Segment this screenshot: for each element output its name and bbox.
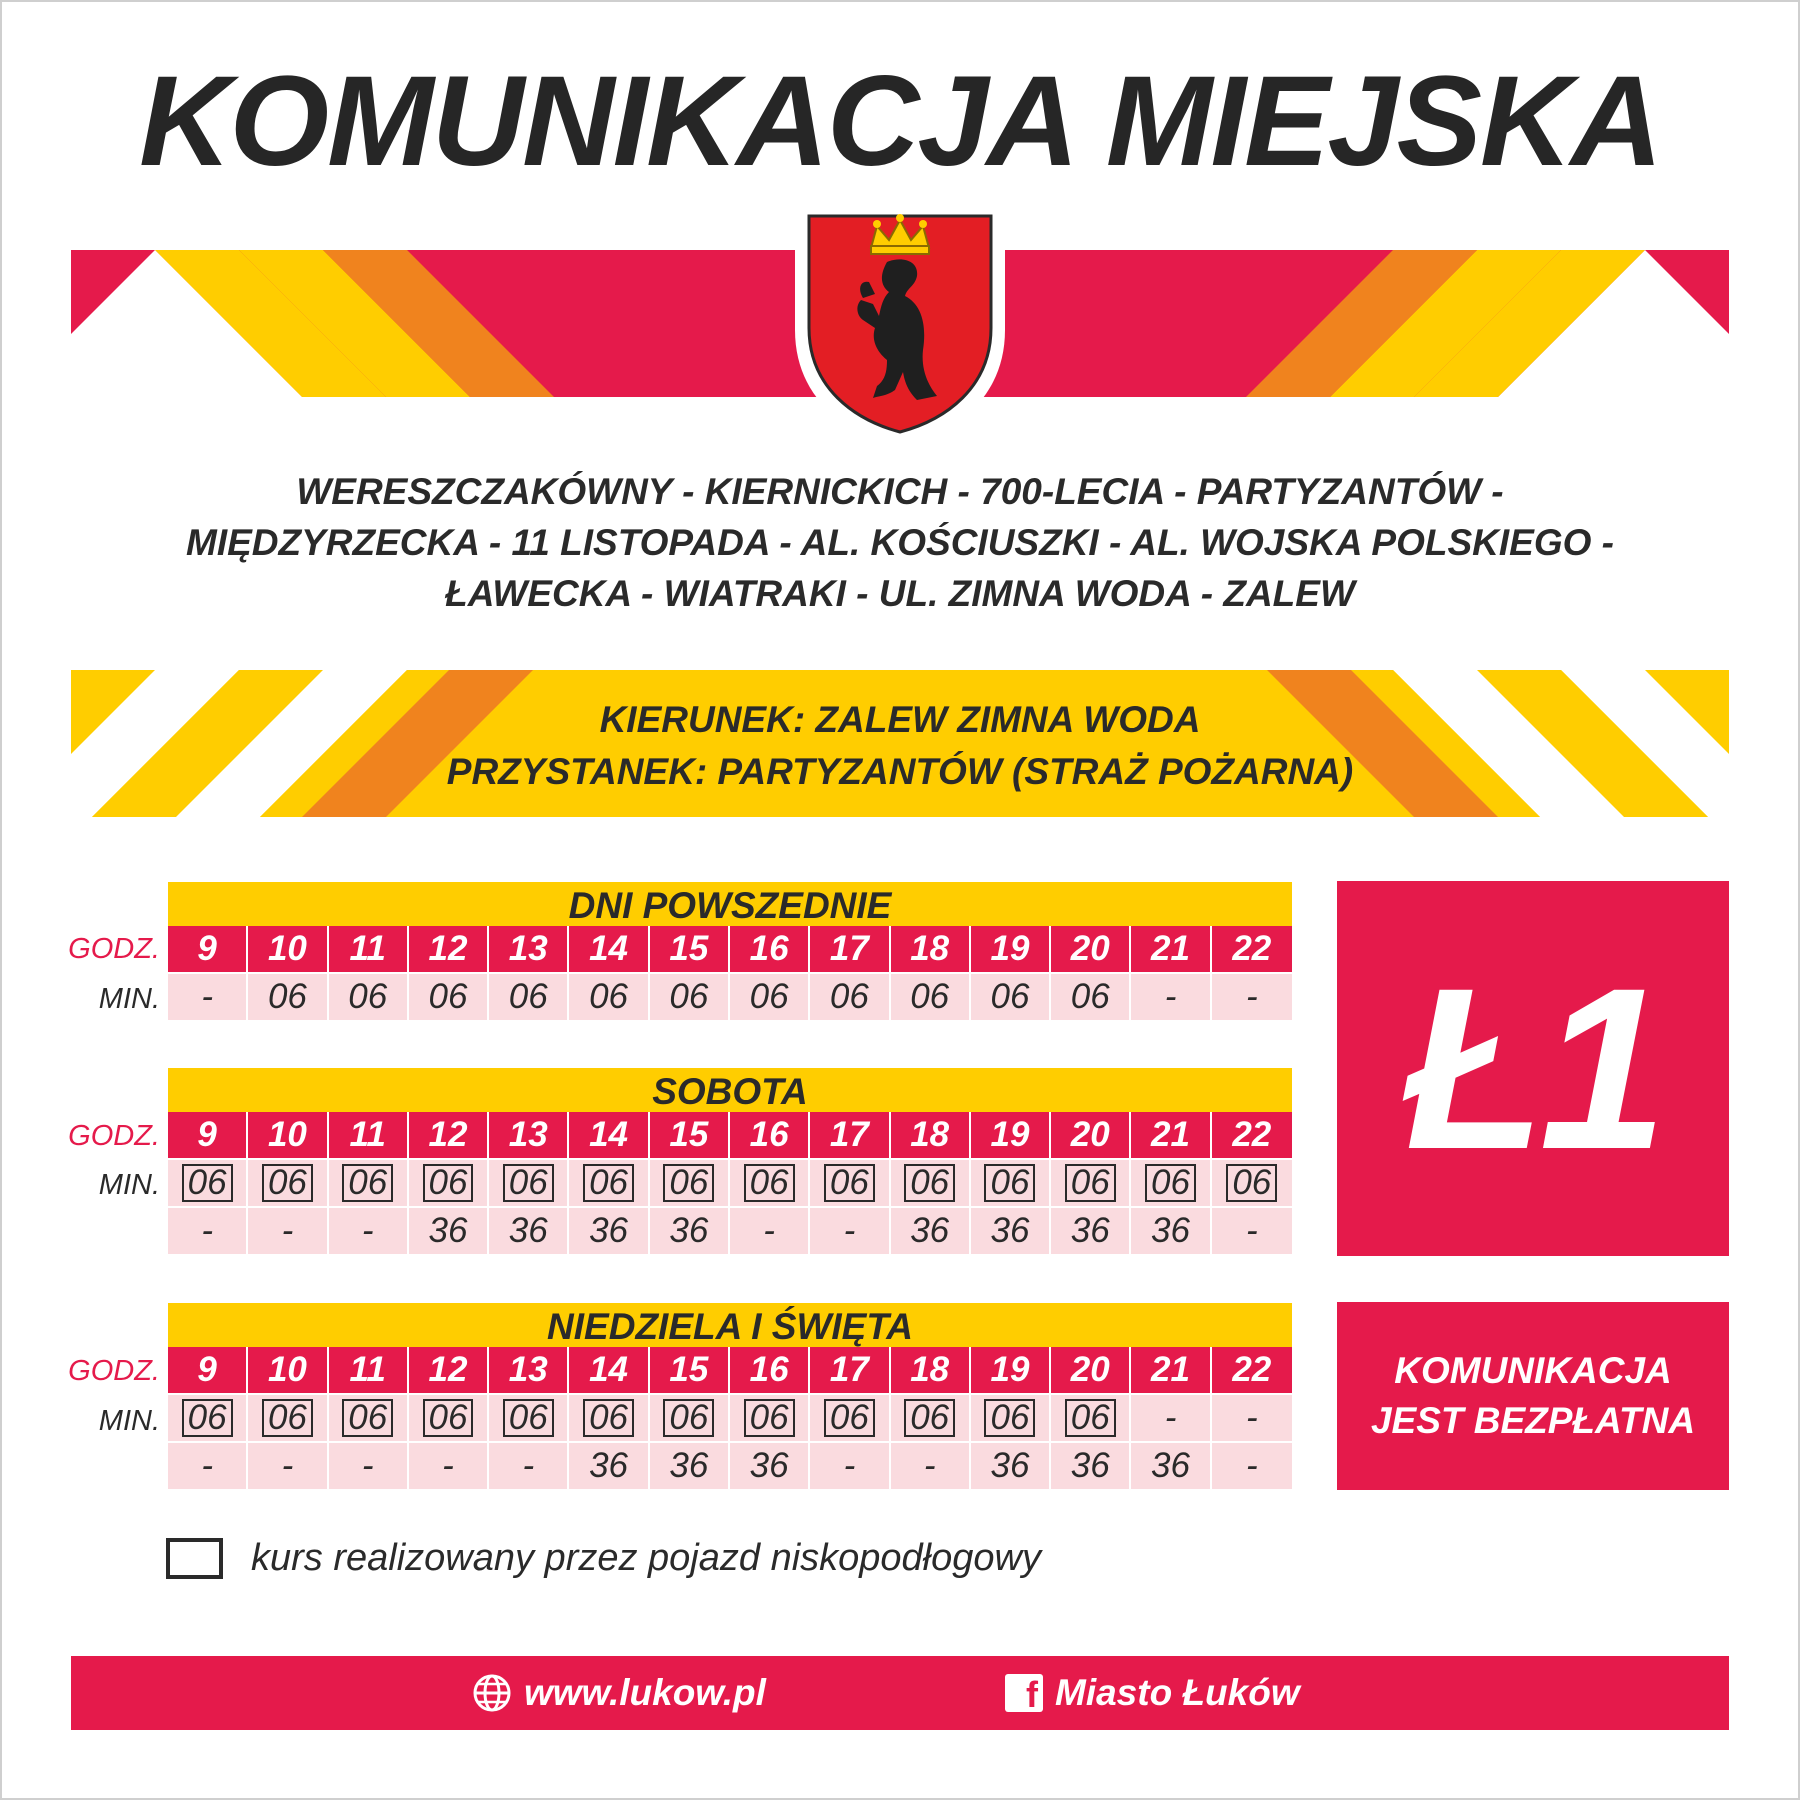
minute-cell (730, 974, 810, 1020)
departure-minute: - (1164, 977, 1177, 1016)
hour-cell: 9 (168, 1112, 248, 1158)
departure-minute: - (201, 1446, 213, 1485)
minute-cell (891, 1160, 971, 1206)
facebook-text: Miasto Łuków (1055, 1672, 1300, 1713)
minutes-row (168, 974, 1292, 1020)
hour-cell: 9 (168, 1347, 248, 1393)
minutes-rows (168, 974, 1292, 1020)
departure-minute: 36 (1070, 1446, 1110, 1485)
departure-minute: 06 (589, 977, 629, 1016)
minute-cell (248, 1160, 328, 1206)
minute-cell (1051, 974, 1131, 1020)
hour-cell: 16 (730, 1112, 810, 1158)
departure-minute: 06 (428, 977, 468, 1016)
timetable-sunday-holidays (168, 1303, 1292, 1489)
departure-minute: 36 (990, 1211, 1030, 1250)
low-floor-departure: 06 (182, 1164, 233, 1202)
hour-cell: 14 (569, 926, 649, 972)
departure-minute: - (442, 1446, 454, 1485)
timetable-weekdays (168, 882, 1292, 1020)
minute-cell (810, 1443, 890, 1489)
hour-cell: 21 (1131, 1112, 1211, 1158)
hour-cell: 22 (1212, 1347, 1292, 1393)
minute-label: MIN. (98, 1405, 160, 1437)
low-floor-departure: 06 (984, 1399, 1035, 1437)
website-link[interactable] (472, 1656, 766, 1730)
minute-cell (329, 1208, 409, 1254)
departure-minute: 36 (990, 1446, 1030, 1485)
departure-minute: 36 (669, 1446, 709, 1485)
timetable-saturday (168, 1068, 1292, 1254)
low-floor-departure: 06 (583, 1164, 634, 1202)
minute-cell (1051, 1443, 1131, 1489)
minute-cell (1212, 1160, 1292, 1206)
low-floor-departure: 06 (663, 1164, 714, 1202)
minute-cell (329, 1443, 409, 1489)
minute-cell (168, 1443, 248, 1489)
minute-cell (569, 1443, 649, 1489)
hour-label: GODZ. (68, 1120, 160, 1152)
departure-minute: - (1245, 1398, 1258, 1437)
minute-label: MIN. (98, 1169, 160, 1201)
minute-cell (810, 1160, 890, 1206)
hour-cell: 17 (810, 926, 890, 972)
hour-cell: 13 (489, 1347, 569, 1393)
departure-minute: 06 (348, 977, 388, 1016)
timetable-title: DNI POWSZEDNIE (168, 882, 1292, 926)
hour-cell: 19 (971, 926, 1051, 972)
minute-cell (971, 974, 1051, 1020)
hour-cell: 13 (489, 926, 569, 972)
hour-cell: 10 (248, 1112, 328, 1158)
minute-cell (730, 1395, 810, 1441)
minute-cell (569, 974, 649, 1020)
low-floor-departure: 06 (262, 1399, 313, 1437)
hour-cell: 14 (569, 1112, 649, 1158)
route-line: WERESZCZAKÓWNY - KIERNICKICH - 700-LECIA - PARTYZANTÓW - (296, 471, 1504, 512)
minute-cell (329, 974, 409, 1020)
departure-minute: 06 (1070, 977, 1110, 1016)
minute-cell (730, 1160, 810, 1206)
minute-cell (730, 1208, 810, 1254)
departure-minute: - (763, 1211, 775, 1250)
minute-cell (1131, 1443, 1211, 1489)
departure-minute: - (281, 1211, 294, 1250)
stop-label: PRZYSTANEK: PARTYZANTÓW (STRAŻ POŻARNA) (446, 751, 1354, 792)
minute-cell (168, 1160, 248, 1206)
minute-cell (891, 974, 971, 1020)
line-number-badge (1337, 881, 1729, 1256)
route-line: MIĘDZYRZECKA - 11 LISTOPADA - AL. KOŚCIUSZKI - AL. WOJSKA POLSKIEGO - (186, 522, 1614, 563)
hour-cell: 16 (730, 1347, 810, 1393)
minutes-row (168, 1395, 1292, 1441)
low-floor-departure: 06 (342, 1164, 393, 1202)
low-floor-marker-icon (166, 1538, 223, 1579)
low-floor-departure: 06 (262, 1164, 313, 1202)
hour-cell: 14 (569, 1347, 649, 1393)
hour-cell: 20 (1051, 1347, 1131, 1393)
minute-cell (1051, 1160, 1131, 1206)
minute-cell (489, 1160, 569, 1206)
departure-minute: 06 (669, 977, 709, 1016)
free-notice-line: JEST BEZPŁATNA (1370, 1400, 1696, 1441)
low-floor-departure: 06 (1226, 1164, 1277, 1202)
minute-cell (650, 974, 730, 1020)
minute-cell (329, 1395, 409, 1441)
departure-minute: - (522, 1446, 535, 1485)
minute-cell (1212, 1443, 1292, 1489)
low-floor-departure: 06 (904, 1399, 955, 1437)
departure-minute: 36 (1151, 1446, 1190, 1485)
low-floor-departure: 06 (904, 1164, 955, 1202)
minutes-rows (168, 1395, 1292, 1489)
low-floor-departure: 06 (1065, 1164, 1116, 1202)
departure-minute: - (201, 1211, 213, 1250)
minute-cell (569, 1395, 649, 1441)
minute-cell (810, 1208, 890, 1254)
timetable-title: SOBOTA (168, 1068, 1292, 1112)
minute-cell (1131, 1160, 1211, 1206)
departure-minute: - (843, 1211, 856, 1250)
hour-cell: 12 (409, 1347, 489, 1393)
hour-cell: 15 (650, 1347, 730, 1393)
low-floor-departure: 06 (824, 1164, 875, 1202)
hours-row (168, 1112, 1292, 1158)
minute-cell (409, 1443, 489, 1489)
low-floor-departure: 06 (503, 1164, 554, 1202)
minute-cell (971, 1208, 1051, 1254)
hour-cell: 17 (810, 1347, 890, 1393)
page-title: KOMUNIKACJA MIEJSKA (139, 50, 1661, 193)
hour-cell: 17 (810, 1112, 890, 1158)
minute-cell (489, 1443, 569, 1489)
minute-label: MIN. (98, 983, 160, 1015)
hours-row (168, 1347, 1292, 1393)
direction-info (0, 694, 1800, 798)
minute-cell (409, 1208, 489, 1254)
low-floor-departure: 06 (342, 1399, 393, 1437)
departure-minute: - (201, 977, 213, 1016)
departure-minute: 06 (267, 977, 307, 1016)
website-text: www.lukow.pl (524, 1672, 766, 1713)
low-floor-departure: 06 (423, 1164, 474, 1202)
minute-cell (168, 1208, 248, 1254)
hour-cell: 9 (168, 926, 248, 972)
minute-cell (489, 1395, 569, 1441)
minute-cell (1131, 974, 1211, 1020)
minute-cell (1131, 1208, 1211, 1254)
minutes-row (168, 1208, 1292, 1254)
minute-cell (650, 1395, 730, 1441)
globe-icon (472, 1673, 512, 1713)
departure-minute: - (1245, 1446, 1258, 1485)
departure-minute: - (361, 1211, 374, 1250)
low-floor-departure: 06 (744, 1164, 795, 1202)
minute-cell (168, 1395, 248, 1441)
departure-minute: - (361, 1446, 374, 1485)
minute-cell (891, 1395, 971, 1441)
low-floor-departure: 06 (663, 1399, 714, 1437)
hour-cell: 12 (409, 1112, 489, 1158)
hour-cell: 21 (1131, 926, 1211, 972)
hour-cell: 15 (650, 1112, 730, 1158)
minute-cell (1131, 1395, 1211, 1441)
minutes-rows (168, 1160, 1292, 1254)
minute-cell (891, 1443, 971, 1489)
hour-cell: 18 (891, 1112, 971, 1158)
hour-cell: 18 (891, 926, 971, 972)
hour-label: GODZ. (68, 933, 160, 965)
departure-minute: 36 (589, 1446, 629, 1485)
hour-cell: 19 (971, 1112, 1051, 1158)
departure-minute: 36 (1070, 1211, 1110, 1250)
hour-cell: 10 (248, 1347, 328, 1393)
direction-label: KIERUNEK: ZALEW ZIMNA WODA (599, 699, 1201, 740)
hour-cell: 11 (329, 1112, 409, 1158)
minute-cell (971, 1443, 1051, 1489)
minute-cell (891, 1208, 971, 1254)
departure-minute: 36 (428, 1211, 468, 1250)
legend (166, 1535, 1041, 1581)
low-floor-departure: 06 (824, 1399, 875, 1437)
hour-cell: 10 (248, 926, 328, 972)
departure-minute: 36 (508, 1211, 548, 1250)
departure-minute: 36 (910, 1211, 950, 1250)
hour-cell: 22 (1212, 926, 1292, 972)
departure-minute: - (281, 1446, 294, 1485)
hour-cell: 11 (329, 926, 409, 972)
facebook-icon: f (1005, 1674, 1043, 1712)
hour-cell: 20 (1051, 1112, 1131, 1158)
hour-cell: 18 (891, 1347, 971, 1393)
minute-cell (1051, 1208, 1131, 1254)
low-floor-departure: 06 (984, 1164, 1035, 1202)
hour-cell: 16 (730, 926, 810, 972)
departure-minute: 06 (829, 977, 869, 1016)
route-description (0, 466, 1800, 619)
minute-cell (730, 1443, 810, 1489)
minute-cell (569, 1160, 649, 1206)
departure-minute: 06 (990, 977, 1030, 1016)
minute-cell (489, 974, 569, 1020)
minute-cell (248, 1443, 328, 1489)
hours-row (168, 926, 1292, 972)
minute-cell (1212, 1395, 1292, 1441)
route-line: ŁAWECKA - WIATRAKI - UL. ZIMNA WODA - ZALEW (445, 573, 1355, 614)
departure-minute: 36 (589, 1211, 629, 1250)
free-transport-notice (1337, 1302, 1729, 1490)
departure-minute: - (1245, 1211, 1258, 1250)
hour-cell: 12 (409, 926, 489, 972)
hour-cell: 15 (650, 926, 730, 972)
facebook-link[interactable] (1005, 1656, 1300, 1730)
low-floor-departure: 06 (1065, 1399, 1116, 1437)
hour-cell: 20 (1051, 926, 1131, 972)
hour-cell: 22 (1212, 1112, 1292, 1158)
minute-cell (248, 974, 328, 1020)
hour-cell: 13 (489, 1112, 569, 1158)
minute-cell (168, 974, 248, 1020)
free-notice-line: KOMUNIKACJA (1394, 1350, 1672, 1391)
footer (71, 1656, 1729, 1730)
minute-cell (810, 974, 890, 1020)
hour-label: GODZ. (68, 1355, 160, 1387)
minute-cell (650, 1443, 730, 1489)
minute-cell (971, 1160, 1051, 1206)
departure-minute: - (923, 1446, 936, 1485)
departure-minute: 36 (669, 1211, 709, 1250)
departure-minute: 36 (749, 1446, 789, 1485)
minute-cell (489, 1208, 569, 1254)
low-floor-departure: 06 (423, 1399, 474, 1437)
minute-cell (329, 1160, 409, 1206)
minute-cell (409, 1395, 489, 1441)
low-floor-departure: 06 (182, 1399, 233, 1437)
minute-cell (1212, 1208, 1292, 1254)
departure-minute: - (1245, 977, 1258, 1016)
low-floor-departure: 06 (583, 1399, 634, 1437)
minute-cell (248, 1395, 328, 1441)
minute-cell (409, 974, 489, 1020)
low-floor-departure: 06 (503, 1399, 554, 1437)
minute-cell (1212, 974, 1292, 1020)
legend-text: kurs realizowany przez pojazd niskopodłogowy (251, 1536, 1041, 1579)
departure-minute: - (843, 1446, 856, 1485)
departure-minute: 06 (749, 977, 789, 1016)
minutes-row (168, 1443, 1292, 1489)
minute-cell (248, 1208, 328, 1254)
hour-cell: 19 (971, 1347, 1051, 1393)
departure-minute: - (1164, 1398, 1177, 1437)
bear-crest-icon (791, 200, 1009, 450)
minute-cell (650, 1208, 730, 1254)
minute-cell (569, 1208, 649, 1254)
timetable-title: NIEDZIELA I ŚWIĘTA (168, 1303, 1292, 1347)
low-floor-departure: 06 (1145, 1164, 1196, 1202)
departure-minute: 06 (508, 977, 548, 1016)
minute-cell (650, 1160, 730, 1206)
hour-cell: 21 (1131, 1347, 1211, 1393)
minute-cell (810, 1395, 890, 1441)
departure-minute: 36 (1151, 1211, 1190, 1250)
departure-minute: 06 (910, 977, 950, 1016)
low-floor-departure: 06 (744, 1399, 795, 1437)
minute-cell (971, 1395, 1051, 1441)
minute-cell (409, 1160, 489, 1206)
hour-cell: 11 (329, 1347, 409, 1393)
minutes-row (168, 1160, 1292, 1206)
line-number: Ł1 (1404, 939, 1662, 1197)
minute-cell (1051, 1395, 1131, 1441)
